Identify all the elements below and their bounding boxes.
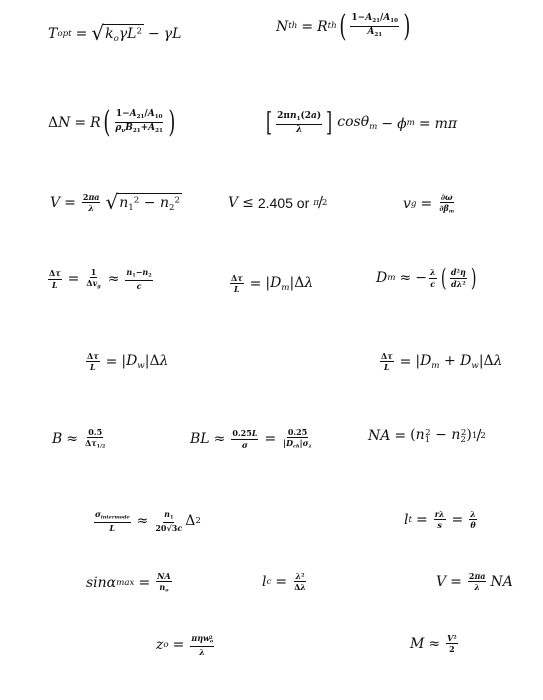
equation-group-velocity: v g = $\frac{\partial\omega}{\partial\beta_m}$ — [403, 192, 455, 216]
equation-intermodal-dispersion: $\frac{\Delta\tau}{L}$ = $\frac{1}{\Delta v_g}$ ≈ $\frac{n_1-n_2}{c}$ — [49, 267, 152, 291]
equation-mode-count: M ≈ $\frac{V^2}{2}$ — [410, 633, 457, 655]
equation-coherence-length: l c = $\frac{\lambda^2}{\Delta\lambda}$ — [262, 571, 306, 593]
equation-v-cutoff: V ≤ 2.405 or π / 2 — [228, 194, 328, 212]
equation-chromatic-dispersion: $\frac{\Delta\tau}{L}$ = $|D_m + D_w|\Delta\lambda$ — [381, 351, 503, 373]
equation-acceptance-angle: sinα max = $\frac{NA}{n_o}$ — [86, 571, 171, 595]
equation-rayleigh-range: z o = $\frac{\pi\eta w_o^2}{\lambda}$ — [156, 633, 214, 657]
equation-waveguide-dispersion: $\frac{\Delta\tau}{L}$ = $|D_w|\Delta\lambda$ — [87, 351, 169, 373]
equation-delta-n: Δ N = R ( $\frac{1-A_{21}/A_{10}}{\rho_\nu B_{21}+A_{21}}$ ) — [48, 105, 176, 140]
equation-numerical-aperture: NA = $(n_1^2 - n_2^2)$ 1 / 2 — [368, 427, 486, 446]
equation-t-opt: T opt = √ $k_o\gamma L^2$ − γL — [48, 21, 182, 45]
equation-v-number: V = $\frac{2\pi a}{\lambda}$ √ $n_1^2 - n_2^2$ — [50, 190, 181, 215]
equation-dm-coefficient: D m ≈ − $\frac{\lambda}{c}$ ( $\frac{d^2\eta}{d\lambda^2}$ ) — [376, 264, 477, 292]
equation-bit-rate-length: BL ≈ $\frac{0.25L}{\sigma}$ = $\frac{0.25}{|D_{ch}|\sigma_\lambda}$ — [190, 427, 312, 451]
equation-material-dispersion: $\frac{\Delta\tau}{L}$ = $|D_m|\Delta\lambda$ — [231, 273, 314, 295]
equation-intermode-sigma: $\frac{\sigma_{intermode}}{L}$ ≈ $\frac{n_1}{20√3c}$ Δ 2 — [95, 509, 201, 533]
equation-transverse-coherence: l t = $\frac{r\lambda}{s}$ = $\frac{\lambda}{\theta}$ — [404, 509, 476, 531]
equation-v-from-na: V = $\frac{2\pi a}{\lambda}$ NA — [436, 571, 513, 593]
equation-bit-rate: B ≈ $\frac{0.5}{\Delta\tau_{1/2}}$ — [52, 427, 106, 451]
equation-n-th: N th = R th ( $\frac{1-A_{21}/A_{10}}{A_{21}}$ ) — [276, 9, 411, 44]
equation-mode-condition: [ $\frac{2\pi n_1(2a)}{\lambda}$ ] cosθ$_m$ − ϕ m = mπ — [266, 108, 458, 138]
